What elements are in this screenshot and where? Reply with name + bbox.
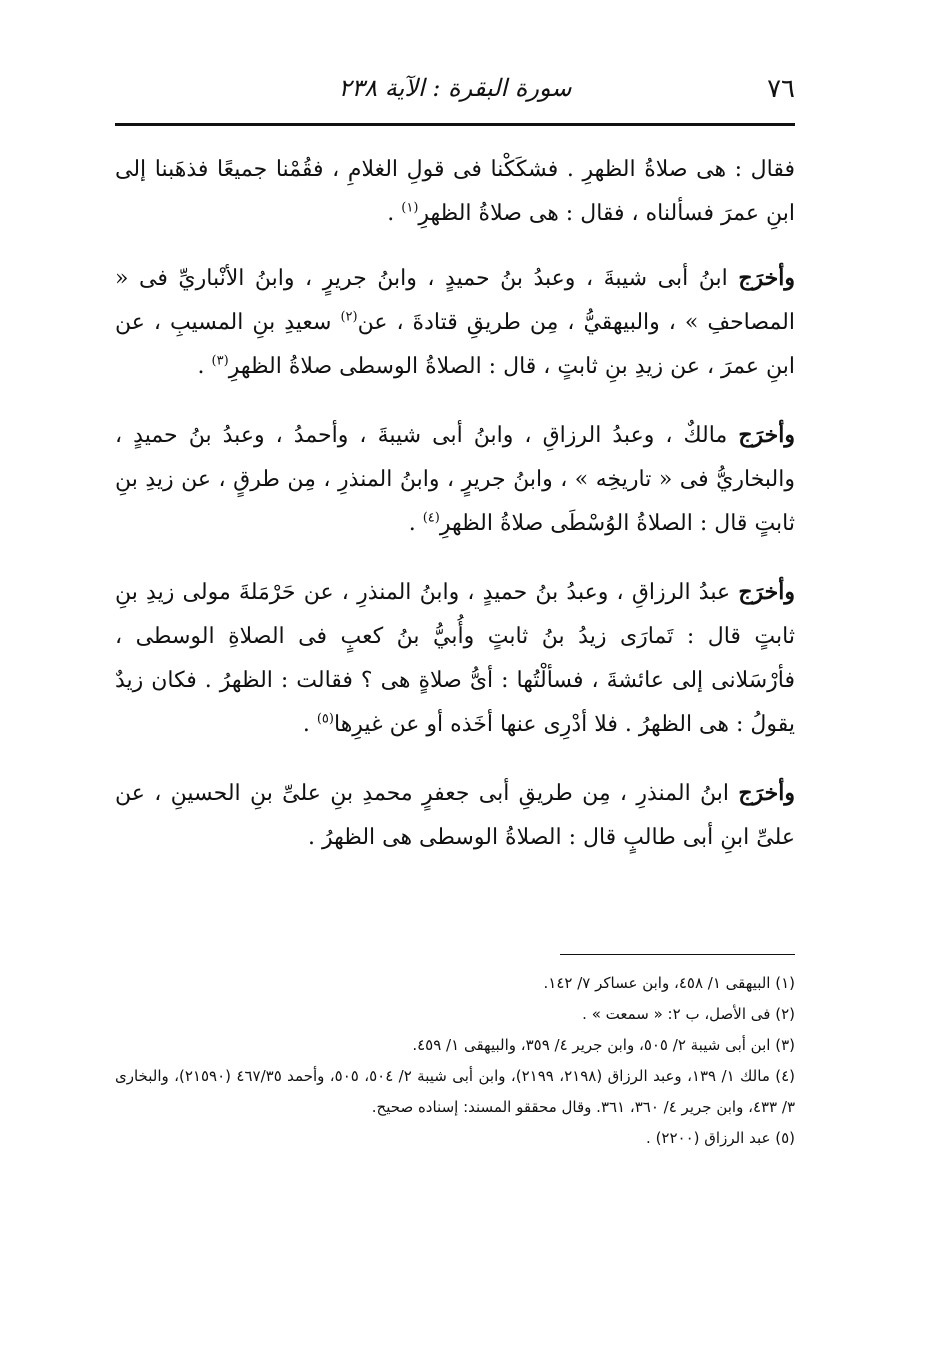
paragraph-3: [115, 413, 795, 546]
paragraph-end: .: [197, 354, 212, 379]
paragraph-text: سعيدِ بنِ المسيبِ ، عن ابنِ عمرَ ، عن زيدِ بنِ ثابتٍ ، قال : الصلاةُ الوسطى صلاةُ الظهرِ: [115, 310, 795, 379]
paragraph-5: [115, 771, 795, 860]
paragraph-lead: وأخرَج: [738, 780, 795, 806]
paragraph-text: ابنُ المنذرِ ، مِن طريقِ أبى جعفرٍ محمدِ بنِ علىِّ بنِ الحسينِ ، عن علىِّ ابنِ أبى طالبٍ قال : الصلاةُ الوسطى هى الظهرُ .: [115, 781, 795, 850]
paragraph-end: .: [302, 712, 317, 737]
paragraph-text: عبدُ الرزاقِ ، وعبدُ بنُ حميدٍ ، وابنُ المنذرِ ، عن حَرْمَلةَ مولى زيدِ بنِ ثابتٍ قال : تَمارَى زيدُ بنُ ثابتٍ وأُبيُّ بنُ كعبٍ فى الصلاةِ الوسطى ، فأرْسَلانى إلى عائشةَ ، فسألْتُها : أىُّ صلاةٍ هى ؟ فقالت : الظهرُ . فكان زيدٌ يقولُ : هى الظهرُ . فلا أدْرِى عنها أخَذه أو عن غيرِها: [115, 580, 795, 737]
footnote-ref-1[interactable]: (١): [401, 200, 419, 216]
footnotes: [115, 968, 795, 1154]
footnote-ref-5[interactable]: (٥): [316, 711, 334, 727]
main-text: [115, 148, 795, 884]
page-header: [115, 70, 795, 110]
paragraph-text: فقال : هى صلاةُ الظهرِ . فشكَكْنا فى قولِ الغلامِ ، فقُمْنا جميعًا فذهَبنا إلى ابنِ عمرَ فسألناه ، فقال : هى صلاةُ الظهرِ: [115, 157, 795, 226]
footnote-ref-4[interactable]: (٤): [422, 510, 440, 526]
footnote-4: (٤) مالك ١/ ١٣٩، وعبد الرزاق (٢١٩٨، ٢١٩٩)، وابن أبى شيبة ٢/ ٥٠٤، ٥٠٥، وأحمد ٤٦٧/٣٥ (٢١٥٩٠)، والبخارى ٣/ ٤٣٣، وابن جرير ٤/ ٣٦٠، ٣٦١. وقال محققو المسند: إسناده صحيح.: [115, 1067, 796, 1116]
paragraph-lead: وأخرَج: [738, 579, 795, 605]
paragraph-lead: وأخرَج: [738, 265, 795, 291]
footnote-3: (٣) ابن أبى شيبة ٢/ ٥٠٥، وابن جرير ٤/ ٣٥٩، والبيهقى ١/ ٤٥٩.: [412, 1036, 795, 1054]
header-rule: [115, 123, 795, 126]
footnote-2: (٢) فى الأصل، ب ٢: « سمعت » .: [582, 1005, 795, 1023]
paragraph-end: .: [408, 511, 423, 536]
paragraph-text: مالكٌ ، وعبدُ الرزاقِ ، وابنُ أبى شيبةَ ، وأحمدُ ، وعبدُ بنُ حميدٍ ، والبخاريُّ فى « تاريخِه » ، وابنُ جريرٍ ، وابنُ المنذرِ ، مِن طرقٍ ، عن زيدِ بنِ ثابتٍ قال : الصلاةُ الوُسْطَى صلاةُ الظهرِ: [115, 423, 795, 536]
footnote-ref-3[interactable]: (٣): [211, 353, 229, 369]
footnote-rule: [560, 954, 795, 955]
footnote-5: (٥) عبد الرزاق (٢٢٠٠) .: [646, 1129, 795, 1147]
running-title: سورة البقرة : الآية ٢٣٨: [338, 74, 572, 102]
paragraph-2: [115, 256, 795, 389]
paragraph-lead: وأخرَج: [738, 422, 795, 448]
paragraph-4: [115, 570, 795, 747]
paragraph-1: [115, 148, 795, 236]
paragraph-text: ابنُ أبى شيبةَ ، وعبدُ بنُ حميدٍ ، وابنُ جريرٍ ، وابنُ الأنْباريِّ فى « المصاحفِ » ، والبيهقيُّ ، مِن طريقِ قتادةَ ، عن: [115, 266, 796, 335]
footnote-1: (١) البيهقى ١/ ٤٥٨، وابن عساكر ٧/ ١٤٢.: [543, 974, 795, 992]
paragraph-end: .: [387, 201, 402, 226]
footnote-ref-2[interactable]: (٢): [340, 309, 358, 325]
page-number: ٧٦: [767, 74, 795, 104]
